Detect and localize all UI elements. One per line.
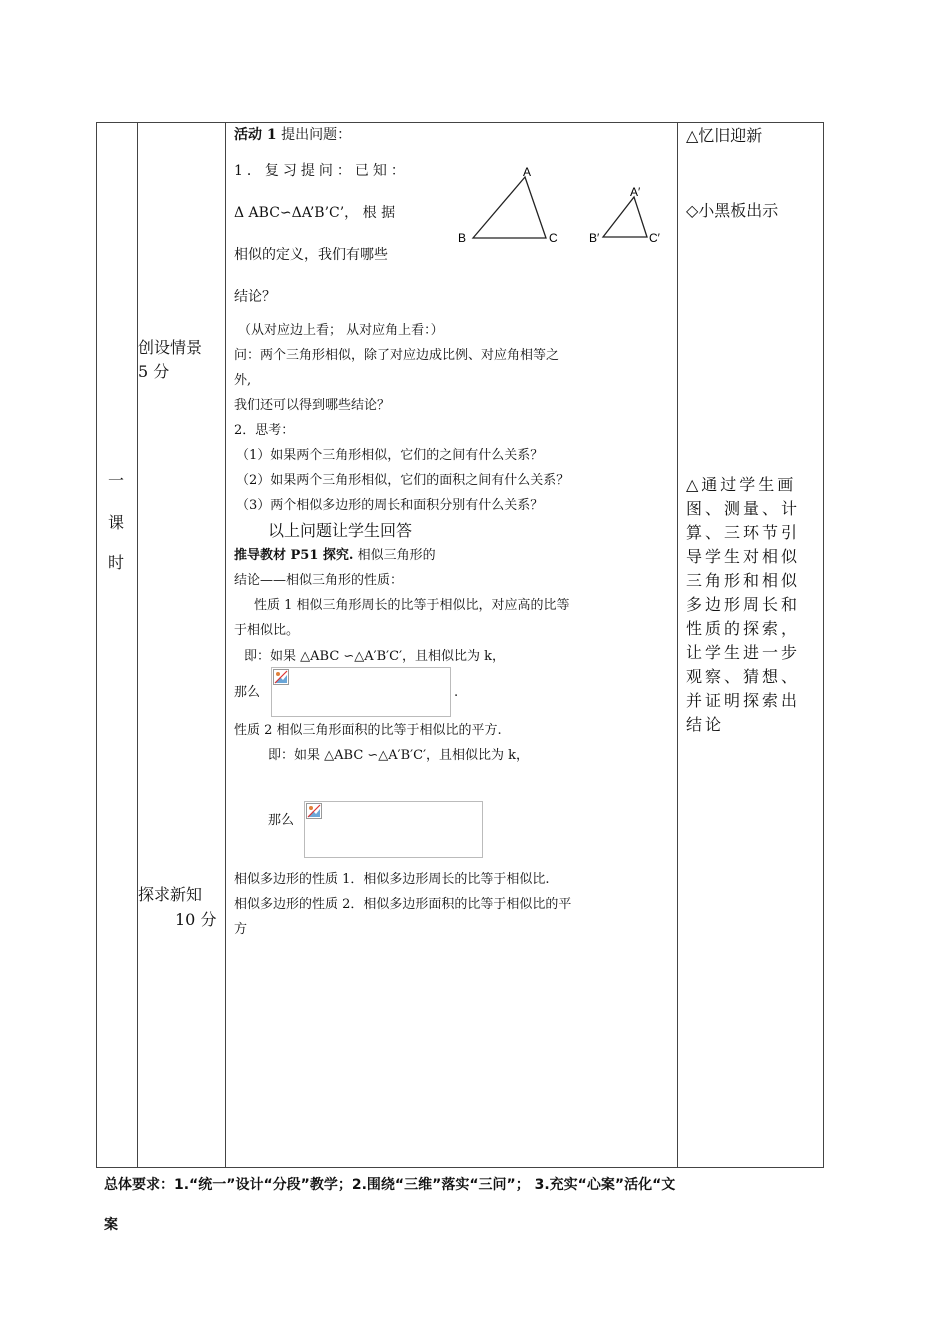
- teaching-note-block: [686, 473, 816, 737]
- stage-label: 探求新知: [138, 885, 203, 904]
- property-1: 性质 1 相似三角形周长的比等于相似比，对应高的比等: [254, 598, 570, 613]
- stage-label: 创设情景: [138, 338, 203, 357]
- hint-text: （从对应边上看； 从对应角上看：）: [238, 323, 444, 338]
- period-char: 时: [108, 553, 125, 572]
- note-line: 让学生进一步: [686, 643, 801, 662]
- question-text: 外,: [234, 373, 252, 388]
- vertex-label: C′: [649, 231, 660, 245]
- vertex-label: C: [549, 231, 558, 245]
- period-char: 课: [108, 513, 125, 532]
- property-2-condition: 即：如果 △ABC ∽△A′B′C′，且相似比为 k，: [268, 748, 530, 763]
- broken-image-icon: [306, 803, 322, 819]
- triangle-abc: [473, 177, 546, 238]
- note-line: 观察、猜想、: [686, 667, 801, 686]
- review-question: Δ ABC∽ΔA’B’C’， 根 据: [234, 205, 396, 221]
- period-char: 一: [108, 471, 125, 490]
- review-question: 相似的定义，我们有哪些: [234, 247, 388, 263]
- property-1: 于相似比。: [234, 623, 300, 638]
- note-line: 图、测量、计: [686, 499, 801, 518]
- think-heading: 2．思考：: [234, 423, 295, 438]
- think-item: （3）两个相似多边形的周长和面积分别有什么关系？: [236, 498, 544, 513]
- question-text: 问：两个三角形相似，除了对应边成比例、对应角相等之: [234, 348, 560, 363]
- note-line: 结论: [686, 715, 725, 734]
- period-mark: .: [454, 685, 459, 700]
- teaching-note: ◇小黑板出示: [686, 201, 779, 220]
- note-line: 多边形周长和: [686, 595, 801, 614]
- formula-image-placeholder: [271, 667, 451, 717]
- think-item: （2）如果两个三角形相似，它们的面积之间有什么关系？: [236, 473, 570, 488]
- property-1-condition: 即：如果 △ABC ∽△A′B′C′，且相似比为 k，: [244, 649, 506, 664]
- note-line: △通过学生画: [686, 475, 797, 494]
- note-line: 算、三环节引: [686, 523, 801, 542]
- triangle-a-prime: [603, 197, 647, 237]
- column-divider: [677, 123, 678, 1167]
- column-divider: [225, 123, 226, 1167]
- vertex-label: B′: [589, 231, 600, 245]
- question-text: 我们还可以得到哪些结论？: [234, 398, 391, 413]
- vertex-label: A: [523, 165, 532, 179]
- vertex-label: B: [458, 231, 467, 245]
- polygon-property-2: 相似多边形的性质 2．相似多边形面积的比等于相似比的平: [234, 897, 572, 912]
- property-2: 性质 2 相似三角形面积的比等于相似比的平方.: [234, 723, 502, 738]
- think-item: （1）如果两个三角形相似，它们的之间有什么关系？: [236, 448, 544, 463]
- activity-heading: 活动 1 提出问题：: [234, 127, 352, 143]
- polygon-property-2: 方: [234, 922, 248, 937]
- broken-image-icon: [273, 669, 289, 685]
- teaching-note: △忆旧迎新: [686, 126, 763, 145]
- note-line: 性质的探索，: [686, 619, 801, 638]
- stage-time: 5 分: [138, 362, 170, 381]
- similar-triangles-figure: [450, 160, 675, 250]
- review-question: 结论？: [234, 289, 276, 305]
- footer-requirements: 案: [104, 1217, 118, 1233]
- answer-note: 以上问题让学生回答: [268, 521, 413, 540]
- derive-line: 推导教材 P51 探究. 相似三角形的: [234, 548, 436, 563]
- note-line: 三角形和相似: [686, 571, 801, 590]
- formula-image-placeholder: [304, 801, 483, 858]
- column-divider: [137, 123, 138, 1167]
- conclusion-line: 结论——相似三角形的性质：: [234, 573, 404, 588]
- stage-time: 10 分: [175, 910, 217, 929]
- vertex-label: A′: [630, 185, 641, 199]
- note-line: 导学生对相似: [686, 547, 801, 566]
- note-line: 并证明探索出: [686, 691, 801, 710]
- footer-requirements: 总体要求：1.“统一”设计“分段”教学；2.围绕“三维”落实“三问”； 3.充实“心案”活化“文: [104, 1177, 676, 1193]
- review-question: 1．复习提问：已知：: [234, 163, 409, 179]
- property-1-then: 那么: [234, 685, 261, 700]
- polygon-property-1: 相似多边形的性质 1．相似多边形周长的比等于相似比.: [234, 872, 550, 887]
- property-2-then: 那么: [268, 813, 295, 828]
